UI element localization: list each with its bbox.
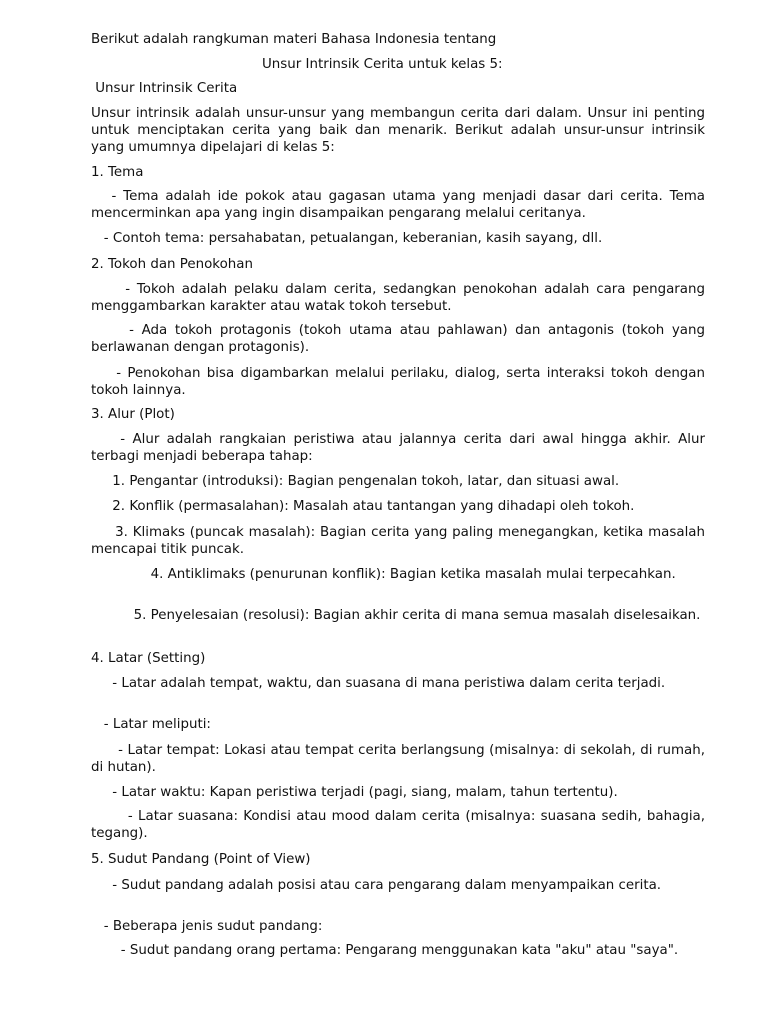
list-item-antiklimaks: 4. Antiklimaks (penurunan konflik): Bagian ketika masalah mulai terpecahkan. — [91, 567, 676, 582]
paragraph-sudut-pandang-jenis: - Beberapa jenis sudut pandang: — [91, 919, 323, 934]
list-item-penyelesaian: 5. Penyelesaian (resolusi): Bagian akhir cerita di mana semua masalah diselesaikan. — [91, 608, 701, 623]
section-title-sudut-pandang: 5. Sudut Pandang (Point of View) — [91, 852, 311, 867]
section-title-tokoh: 2. Tokoh dan Penokohan — [91, 257, 253, 272]
list-item-latar-suasana: - Latar suasana: Kondisi atau mood dalam cerita (misalnya: suasana sedih, bahagia, tegang). — [91, 809, 710, 841]
paragraph-tema-examples: - Contoh tema: persahabatan, petualangan, keberanian, kasih sayang, dll. — [91, 231, 603, 246]
section-title-tema: 1. Tema — [91, 165, 144, 180]
section-title-latar: 4. Latar (Setting) — [91, 651, 206, 666]
paragraph-intro: Unsur intrinsik adalah unsur-unsur yang membangun cerita dari dalam. Unsur ini penting untuk menciptakan cerita yang baik dan menarik. Berikut adalah unsur-unsur intrinsik yang umumnya dipelajari di kelas 5: — [91, 106, 710, 155]
document-subtitle: Unsur Intrinsik Cerita untuk kelas 5: — [262, 57, 503, 72]
paragraph-sudut-pandang-definition: - Sudut pandang adalah posisi atau cara pengarang dalam menyampaikan cerita. — [91, 878, 662, 893]
paragraph-latar-definition: - Latar adalah tempat, waktu, dan suasana di mana peristiwa dalam cerita terjadi. — [91, 676, 666, 691]
paragraph-tokoh-definition: - Tokoh adalah pelaku dalam cerita, sedangkan penokohan adalah cara pengarang menggambarkan karakter atau watak tokoh tersebut. — [91, 282, 710, 314]
section-heading: Unsur Intrinsik Cerita — [91, 81, 238, 96]
paragraph-latar-meliputi: - Latar meliputi: — [91, 717, 211, 732]
section-title-alur: 3. Alur (Plot) — [91, 407, 175, 422]
list-item-orang-pertama: - Sudut pandang orang pertama: Pengarang menggunakan kata "aku" atau "saya". — [91, 943, 679, 958]
intro-line: Berikut adalah rangkuman materi Bahasa Indonesia tentang — [91, 32, 497, 47]
list-item-konflik: 2. Konflik (permasalahan): Masalah atau tantangan yang dihadapi oleh tokoh. — [91, 499, 635, 514]
list-item-pengantar: 1. Pengantar (introduksi): Bagian pengenalan tokoh, latar, dan situasi awal. — [91, 474, 620, 489]
paragraph-tema-definition: - Tema adalah ide pokok atau gagasan utama yang menjadi dasar dari cerita. Tema mencerminkan apa yang ingin disampaikan pengarang melalui ceritanya. — [91, 189, 710, 221]
paragraph-penokohan: - Penokohan bisa digambarkan melalui perilaku, dialog, serta interaksi tokoh dengan tokoh lainnya. — [91, 366, 710, 398]
list-item-klimaks: 3. Klimaks (puncak masalah): Bagian cerita yang paling menegangkan, ketika masalah mencapai titik puncak. — [91, 525, 710, 557]
paragraph-alur-definition: - Alur adalah rangkaian peristiwa atau jalannya cerita dari awal hingga akhir. Alur terbagi menjadi beberapa tahap: — [91, 432, 710, 464]
paragraph-tokoh-types: - Ada tokoh protagonis (tokoh utama atau pahlawan) dan antagonis (tokoh yang berlawanan dengan protagonis). — [91, 323, 710, 355]
list-item-latar-tempat: - Latar tempat: Lokasi atau tempat cerita berlangsung (misalnya: di sekolah, di rumah, di hutan). — [91, 743, 710, 775]
list-item-latar-waktu: - Latar waktu: Kapan peristiwa terjadi (pagi, siang, malam, tahun tertentu). — [91, 785, 618, 800]
